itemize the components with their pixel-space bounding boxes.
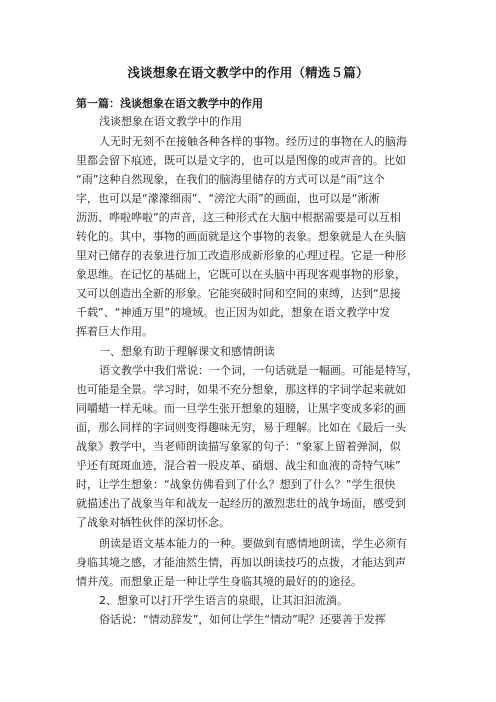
body-line: 面，那么同样的字词则变得趣味无穷，易于理解。比如在《最后一头 bbox=[76, 421, 406, 434]
body-line: 俗话说：“情动辞发”，如何让学生“情动”呢？还要善于发挥 bbox=[99, 613, 386, 626]
body-line: 就描述出了战象当年和战友一起经历的激烈悲壮的战争场面，感受到 bbox=[76, 497, 406, 510]
body-line: 乎还有斑斑血迹，混合着一股皮革、硝烟、战尘和血液的奇特气味” bbox=[76, 459, 401, 472]
body-line: 朗读是语文基本能力的一种。要做到有感情地朗读，学生必须有 bbox=[99, 537, 407, 550]
document-title: 浅谈想象在语文教学中的作用（精选５篇） bbox=[127, 65, 369, 80]
body-line: 千载”、“神通万里”的境域。也正因为如此，想象在语文教学中发 bbox=[76, 306, 391, 319]
body-line: 沥沥、哗啦哗啦”的声音，这三种形式在大脑中根据需要是可以互相 bbox=[76, 211, 401, 224]
body-line: 浅谈想象在语文教学中的作用 bbox=[99, 115, 242, 128]
body-line: 情并茂。而想象正是一种让学生身临其境的最好的的途径。 bbox=[76, 575, 362, 588]
body-line: 也可能是全景。学习时，如果不充分想象，那这样的字词学起来就如 bbox=[76, 383, 406, 396]
body-line: 语文教学中我们常说：一个词，一句话就是一幅画。可能是特写， bbox=[99, 364, 418, 377]
section-heading: 第一篇：浅谈想象在语文教学中的作用 bbox=[76, 97, 263, 110]
body-line: 转化的。其中，事物的画面就是这个事物的表象。想象就是人在头脑 bbox=[76, 230, 406, 243]
body-line: 时，让学生想象：“战象仿佛看到了什么？想到了什么？”学生很快 bbox=[76, 478, 396, 491]
body-line: 字，也可以是“濛濛细雨”、“滂沱大雨”的画面，也可以是“淅淅 bbox=[76, 192, 380, 205]
body-line: 又可以创造出全新的形象。它能突破时间和空间的束缚，达到“思接 bbox=[76, 287, 401, 300]
body-line: 象思维。在记忆的基础上，它既可以在头脑中再现客观事物的形象， bbox=[76, 268, 406, 281]
subsection-heading: 一、想象有助于理解课文和感情朗读 bbox=[99, 345, 275, 358]
body-line: 挥着巨大作用。 bbox=[76, 325, 153, 338]
body-line: 里对已储存的表象进行加工改造形成新形象的心理过程。它是一种形 bbox=[76, 249, 406, 262]
body-line: 身临其境之感，才能油然生情，再加以朗读技巧的点拨，才能达到声 bbox=[76, 556, 406, 569]
subsection-heading: 2、想象可以打开学生语言的泉眼，让其汩汩流淌。 bbox=[99, 594, 348, 607]
body-line: 同嚼蜡一样无味。而一旦学生张开想象的翅膀，让黑字变成多彩的画 bbox=[76, 402, 406, 415]
body-line: 战象》教学中，当老师朗读描写象冢的句子：“象冢上留着弹洞，似 bbox=[76, 440, 401, 453]
body-line: 里都会留下痕迹，既可以是文字的，也可以是图像的或声音的。比如 bbox=[76, 154, 406, 167]
body-line: “雨”这种自然现象，在我们的脑海里储存的方式可以是“雨”这个 bbox=[76, 173, 385, 186]
body-line: 了战象对牺牲伙伴的深切怀念。 bbox=[76, 516, 230, 529]
body-line: 人无时无刻不在接触各种各样的事物。经历过的事物在人的脑海 bbox=[99, 135, 407, 148]
